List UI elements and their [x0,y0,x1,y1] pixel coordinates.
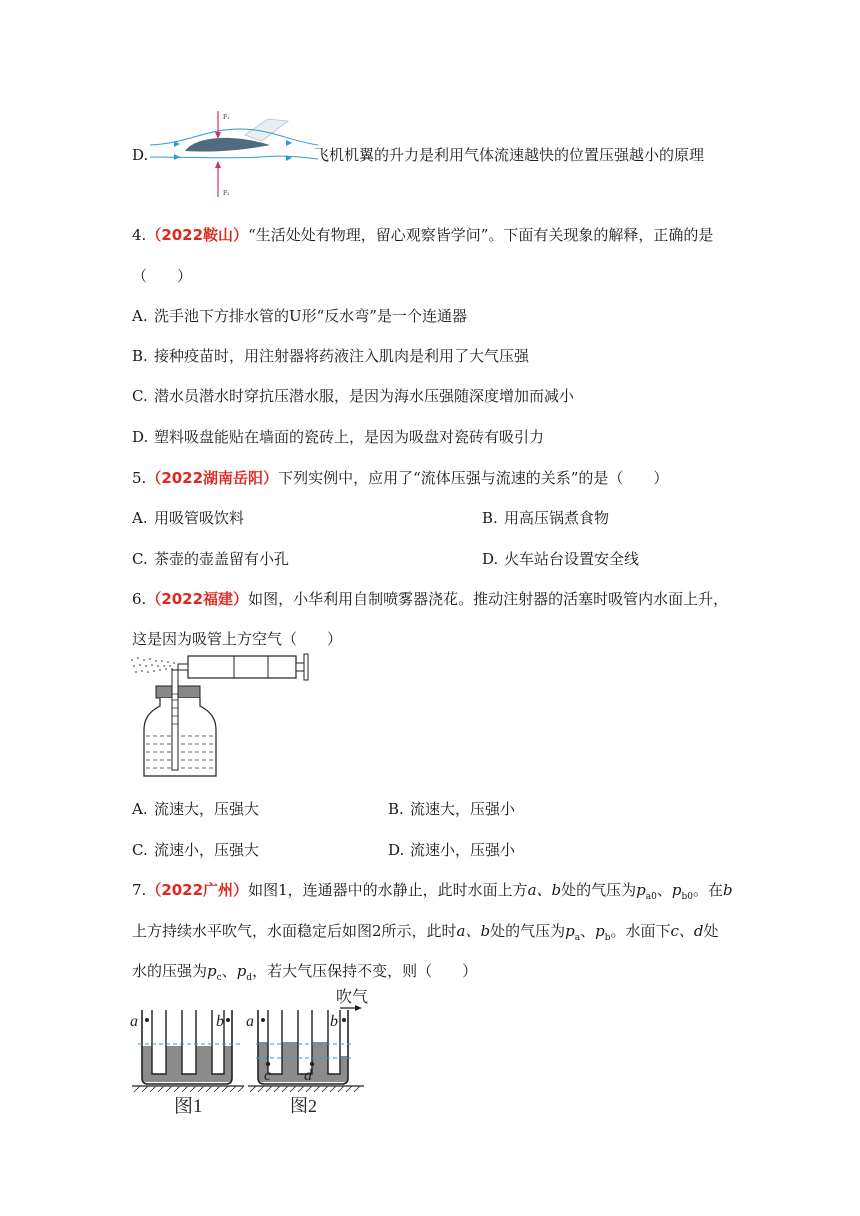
q4-stem-line2: （ ） [132,267,193,285]
point-a-label-fig2: a [246,1013,254,1030]
option-text: 流速小，压强小 [410,841,516,859]
q7-text: 处的气压为 [490,922,566,940]
q7-sub: d [246,973,253,983]
q5-stem-text: 下列实例中，应用了“流体压强与流速的关系”的是（ ） [278,469,669,487]
option-letter: D. [482,550,499,568]
connected-vessel-fig2 [244,986,374,1116]
point-d-dot [310,1062,314,1066]
q6-option-d [388,840,515,860]
point-b-label-fig2: b [330,1013,338,1030]
q7-text: 处的气压为 [561,881,637,899]
q7-source: （2022广州） [146,881,249,899]
q7-var: b [723,881,733,899]
point-a-dot [145,1018,149,1022]
option-text: 塑料吸盘能贴在墙面的瓷砖上，是因为吸盘对瓷砖有吸引力 [154,428,545,446]
q7-stem-line1 [132,880,733,907]
q6-number: 6. [132,590,147,608]
option-text: 流速大，压强小 [410,800,516,818]
q6-stem-line1 [132,589,728,609]
force-f1-label: F₁ [223,114,230,121]
option-letter: D. [132,428,149,446]
option-text: 用高压锅煮食物 [504,509,610,527]
option-letter: D. [388,841,405,859]
point-c-label: c [264,1067,272,1084]
q7-text: ，若大气压保持不变，则（ ） [252,962,478,980]
q7-sub: b0 [681,892,693,902]
q5-option-a [132,508,244,528]
q7-sub: a [574,933,581,943]
q6-source: （2022福建） [146,590,249,608]
option-letter: B. [388,800,404,818]
option-letter: A. [132,307,148,325]
q6-stem-text: 如图，小华利用自制喷雾器浇花。推动注射器的活塞时吸管内水面上升， [248,590,729,608]
option-letter: A. [132,509,148,527]
q7-number: 7. [132,881,147,899]
point-a-dot-fig2 [261,1018,265,1022]
q7-text: 处 [703,922,719,940]
option-letter: C. [132,387,148,405]
fig1-label: 图1 [174,1096,203,1116]
point-b-label: b [216,1013,224,1030]
option-text: 接种疫苗时，用注射器将药液注入肌肉是利用了大气压强 [154,347,530,365]
q6-option-a [132,799,259,819]
q7-var: p [671,881,682,899]
q5-stem [132,468,668,488]
q7-var: p [565,922,575,940]
q4-number: 4. [132,226,147,244]
q7-text: 、 [656,881,672,899]
q7-stem-line3 [132,961,477,988]
q6-stem-line2: 这是因为吸管上方空气（ ） [132,630,343,648]
q7-var: p [207,962,217,980]
fig2-label: 图2 [290,1096,317,1116]
airfoil-figure [150,105,320,200]
q4-option-b [132,346,529,366]
point-d-label: d [304,1067,312,1084]
q5-option-d [482,549,639,569]
option-letter: A. [132,800,148,818]
option-letter: C. [132,550,148,568]
q7-var: p [636,881,646,899]
q3-option-d-letter: D. [132,146,149,164]
point-b-dot [226,1018,230,1022]
q5-option-c [132,549,289,569]
q7-text: 上方持续水平吹气，水面稳定后如图2所示，此时 [132,922,457,940]
q7-var: p [595,922,605,940]
option-text: 流速大，压强大 [154,800,260,818]
point-b-dot-fig2 [342,1018,346,1022]
option-text: 潜水员潜水时穿抗压潜水服，是因为海水压强随深度增加而减小 [154,387,575,405]
q3-option-d-text: 飞机机翼的升力是利用气体流速越快的位置压强越小的原理 [314,146,705,164]
q5-option-b [482,508,609,528]
q7-sub: c [216,973,222,983]
option-letter: B. [132,347,148,365]
q7-sub: b [604,933,611,943]
q4-stem-line1 [132,225,713,245]
force-f2-label: F₂ [223,190,230,197]
q4-option-a [132,306,467,326]
q7-text: 、 [580,922,596,940]
q7-stem-line2 [132,921,719,948]
q7-text: 。水面下 [610,922,671,940]
option-letter: C. [132,841,148,859]
q7-text: 如图1，连通器中的水静止，此时水面上方 [248,881,528,899]
q7-var: a、b [527,881,562,899]
q7-text: 。在 [693,881,724,899]
q7-var: a、b [456,922,491,940]
sprayer-figure [128,650,318,780]
option-text: 洗手池下方排水管的U形“反水弯”是一个连通器 [154,307,467,325]
q7-sub: a0 [645,892,657,902]
connected-vessel-fig1 [128,1006,248,1116]
q7-text: 、 [221,962,237,980]
q7-var: c、d [670,922,704,940]
option-text: 火车站台设置安全线 [504,550,640,568]
option-text: 用吸管吸饮料 [154,509,245,527]
point-a-label: a [130,1013,138,1030]
option-text: 茶壶的壶盖留有小孔 [154,550,290,568]
q4-option-d [132,427,544,447]
point-c-dot [266,1062,270,1066]
q7-var: p [236,962,247,980]
q7-text: 水的压强为 [132,962,208,980]
option-text: 流速小，压强大 [154,841,260,859]
q4-option-c [132,386,574,406]
q4-stem-text: “生活处处有物理，留心观察皆学问”。下面有关现象的解释，正确的是 [248,226,714,244]
q6-option-b [388,799,515,819]
option-letter: B. [482,509,498,527]
q4-source: （2022鞍山） [146,226,249,244]
q5-source: （2022湖南岳阳） [146,469,279,487]
q5-number: 5. [132,469,147,487]
q6-option-c [132,840,259,860]
blow-label: 吹气 [336,987,369,1006]
